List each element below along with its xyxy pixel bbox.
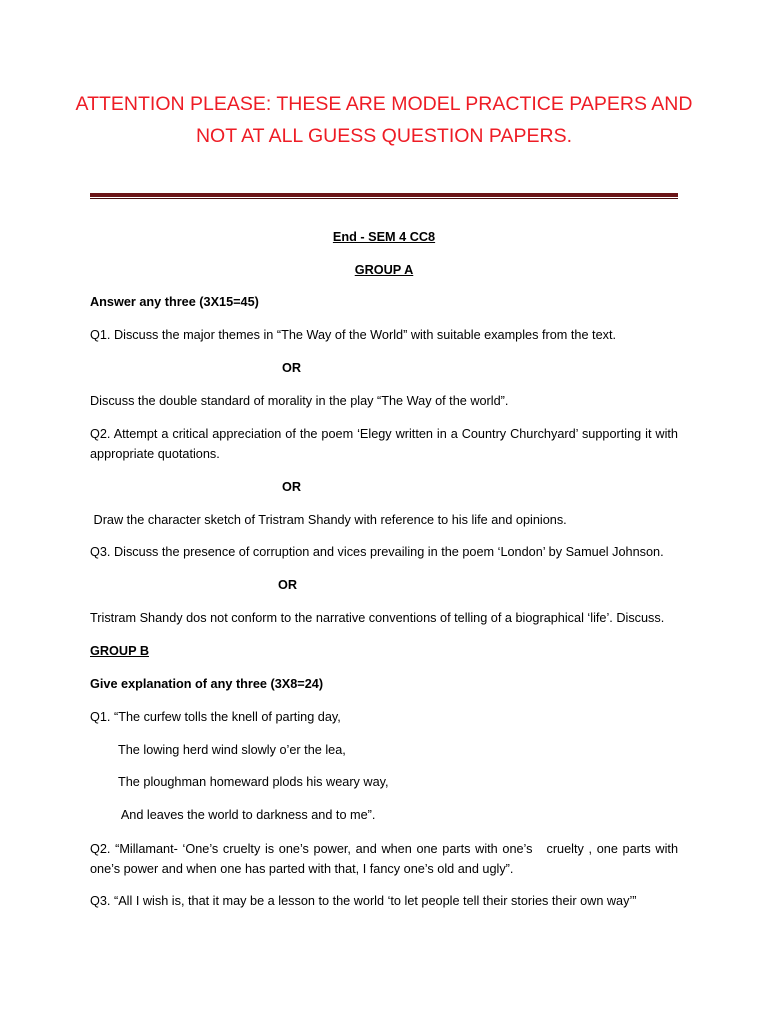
group-b-q3: Q3. “All I wish is, that it may be a lesson to the world ‘to let people tell their stories their own way’”	[90, 894, 637, 908]
group-b-q1-line-4: And leaves the world to darkness and to me”.	[118, 808, 376, 822]
group-a-q3-alternative: Tristram Shandy dos not conform to the narrative conventions of telling of a biographical ‘life’. Discuss.	[90, 611, 665, 625]
divider-thick-line	[90, 193, 678, 197]
group-b-instruction: Give explanation of any three (3X8=24)	[90, 677, 324, 691]
group-b-q2: Q2. “Millamant- ‘One’s cruelty is one’s power, and when one parts with one’s cruelty , one parts with one’s power and when one has parted with that, I fancy one’s old and ugly”.	[90, 842, 682, 876]
exam-title: End - SEM 4 CC8	[332, 230, 436, 244]
group-b-q1-line-3: The ploughman homeward plods his weary way,	[118, 775, 389, 789]
group-a-or-3: OR	[278, 578, 298, 592]
divider-rule	[90, 193, 678, 201]
group-a-q1-alternative: Discuss the double standard of morality in the play “The Way of the world”.	[90, 394, 509, 408]
group-a-heading: GROUP A	[354, 263, 414, 277]
attention-notice: ATTENTION PLEASE: THESE ARE MODEL PRACTICE PAPERS AND NOT AT ALL GUESS QUESTION PAPERS.	[75, 93, 693, 147]
group-a-q3: Q3. Discuss the presence of corruption and vices prevailing in the poem ‘London’ by Samuel Johnson.	[90, 545, 664, 559]
group-b-q1-line-1: Q1. “The curfew tolls the knell of parting day,	[90, 710, 341, 724]
divider-thin-line	[90, 198, 678, 199]
group-a-or-1: OR	[282, 361, 302, 375]
group-a-q2-alternative: Draw the character sketch of Tristram Shandy with reference to his life and opinions.	[90, 513, 567, 527]
group-b-q1-line-2: The lowing herd wind slowly o’er the lea,	[118, 743, 346, 757]
group-b-heading: GROUP B	[90, 644, 149, 658]
group-a-instruction: Answer any three (3X15=45)	[90, 295, 259, 309]
group-a-q1: Q1. Discuss the major themes in “The Way of the World” with suitable examples from the text.	[90, 328, 617, 342]
group-a-q2: Q2. Attempt a critical appreciation of the poem ‘Elegy written in a Country Churchyard’ supporting it with appropriate quotations.	[90, 427, 678, 461]
group-a-or-2: OR	[282, 480, 302, 494]
